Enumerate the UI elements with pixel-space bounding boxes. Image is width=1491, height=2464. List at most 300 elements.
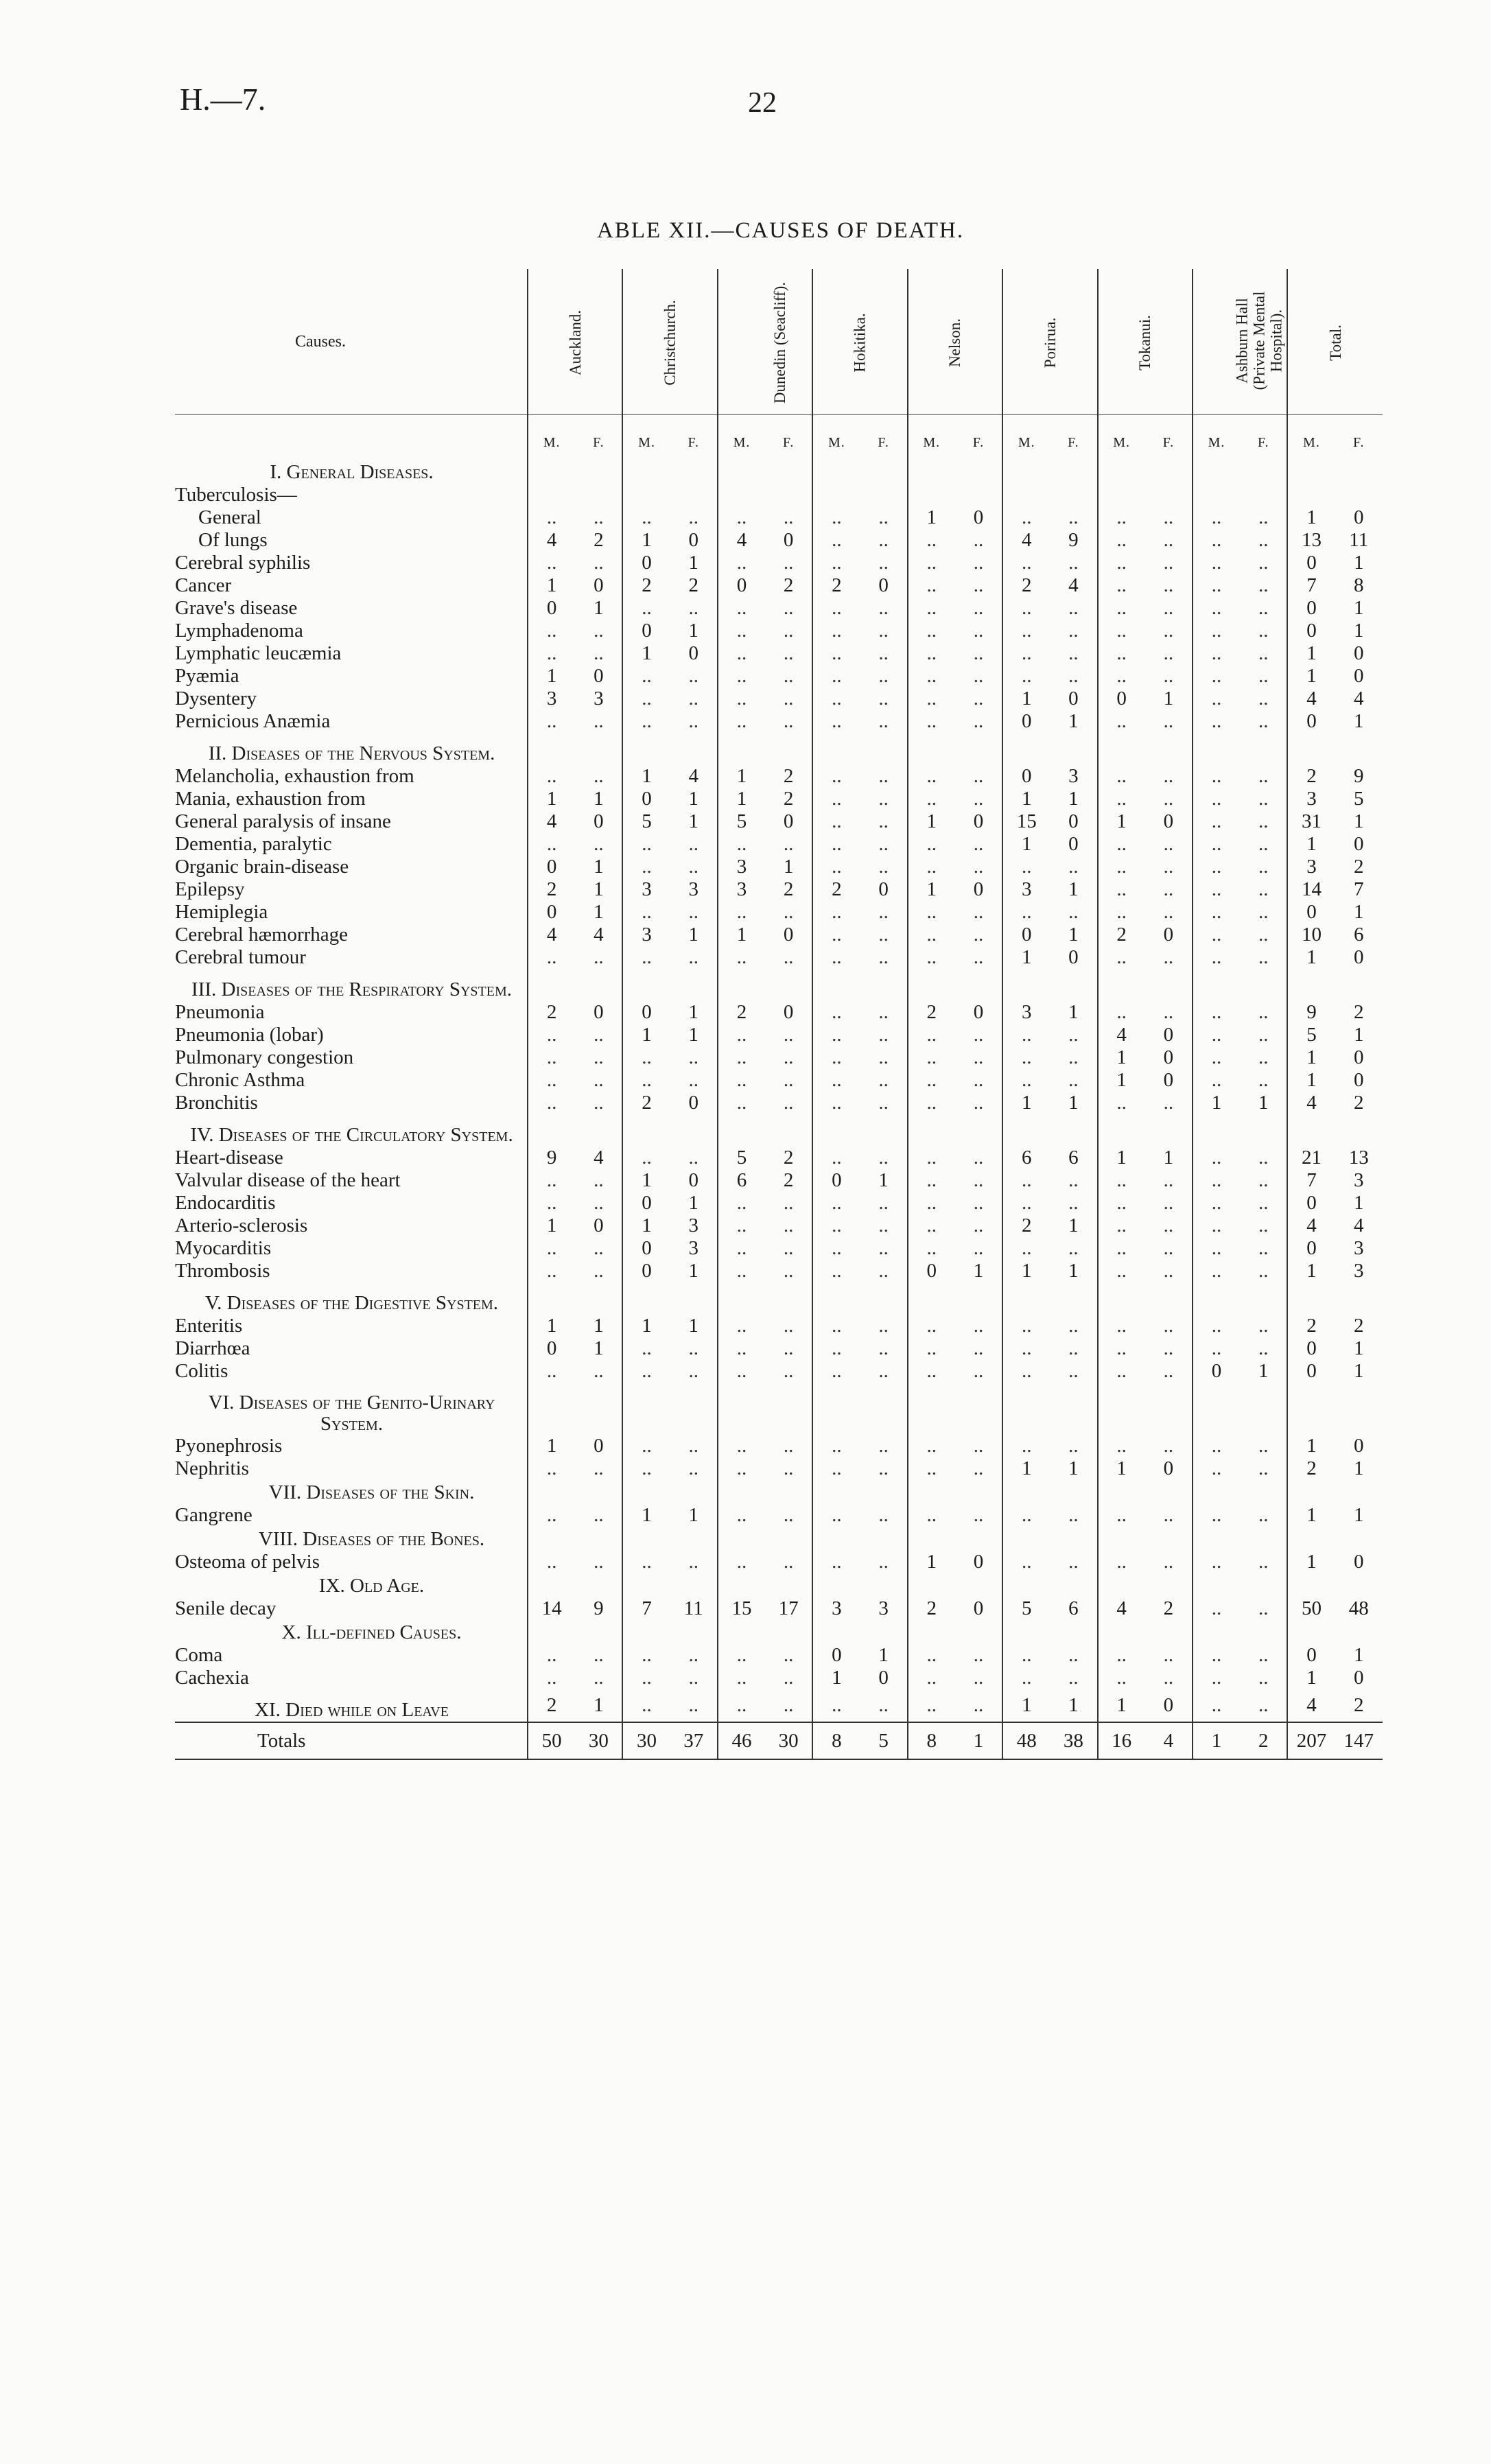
cause-label: Mania, exhaustion from xyxy=(175,788,528,810)
cell-value: .. xyxy=(688,1457,698,1479)
cell-value: 1 xyxy=(688,1024,698,1046)
cell-value: 1 xyxy=(1287,946,1335,969)
cell-value: 0 xyxy=(622,788,670,810)
cell-value: 0 xyxy=(1354,1046,1364,1068)
cell-value: .. xyxy=(1002,1237,1050,1260)
cell-value: 1 xyxy=(622,1024,670,1046)
cell-value: .. xyxy=(1193,529,1240,552)
cell-value: 1 xyxy=(1287,833,1335,856)
cell-value: .. xyxy=(594,1360,604,1382)
cell-value: .. xyxy=(973,946,984,968)
cell-value: 7 xyxy=(622,1597,670,1620)
cell-value: 7 xyxy=(1354,878,1364,900)
cell-value: 1 xyxy=(1287,1667,1335,1689)
cell-value: .. xyxy=(1002,1069,1050,1092)
cell-value: .. xyxy=(1098,1315,1145,1337)
cell-value: 1 xyxy=(1287,1260,1335,1282)
cause-label: Diarrhœa xyxy=(175,1337,528,1360)
cell-value: .. xyxy=(1068,901,1079,923)
cell-value: .. xyxy=(878,1092,889,1114)
cell-value: .. xyxy=(622,1457,670,1480)
cell-value: .. xyxy=(594,765,604,787)
cell-value: .. xyxy=(1258,1667,1269,1689)
cause-label: Epilepsy xyxy=(175,878,528,901)
cell-value: .. xyxy=(1002,620,1050,642)
cell-value: 0 xyxy=(1163,1069,1174,1091)
cell-value: .. xyxy=(1098,620,1145,642)
cell-value: 0 xyxy=(1068,810,1079,832)
cell-value: .. xyxy=(878,529,889,551)
cell-value: .. xyxy=(594,506,604,528)
cell-value: .. xyxy=(783,1337,794,1359)
cell-value: .. xyxy=(622,1689,670,1722)
cell-value: .. xyxy=(1002,856,1050,878)
cell-value: .. xyxy=(783,1092,794,1114)
cell-value: .. xyxy=(783,552,794,574)
cell-value: 9 xyxy=(594,1597,604,1619)
cell-value: .. xyxy=(812,1192,860,1215)
cell-value: .. xyxy=(1258,506,1269,528)
cell-value: 1 xyxy=(1098,1046,1145,1069)
cell-value: .. xyxy=(528,506,575,529)
cell-value: .. xyxy=(1068,1551,1079,1573)
cause-label: Pneumonia xyxy=(175,1001,528,1024)
cell-value: 0 xyxy=(1354,1667,1364,1689)
cell-value: .. xyxy=(594,710,604,732)
cell-value: .. xyxy=(812,1260,860,1282)
cell-value: .. xyxy=(1258,1457,1269,1479)
cell-value: 1 xyxy=(955,1722,1002,1759)
cell-value: .. xyxy=(783,833,794,855)
header-christchurch: Christchurch. xyxy=(622,269,717,415)
cell-value: .. xyxy=(718,1644,765,1667)
cell-value: .. xyxy=(1258,1597,1269,1619)
cell-value: .. xyxy=(812,788,860,810)
cell-value: 0 xyxy=(622,620,670,642)
cell-value: .. xyxy=(812,833,860,856)
cell-value: .. xyxy=(973,1694,984,1716)
table-row xyxy=(175,1644,1383,1667)
cell-value: 1 xyxy=(878,1169,889,1191)
table-row xyxy=(175,1457,1383,1480)
table-row xyxy=(175,924,1383,946)
cell-value: 4 xyxy=(718,529,765,552)
cell-value: 5 xyxy=(1354,788,1364,810)
cell-value: .. xyxy=(908,1435,955,1457)
section-heading-row xyxy=(175,1573,1383,1597)
cell-value: .. xyxy=(622,1644,670,1667)
cell-value: .. xyxy=(1163,878,1174,900)
cell-value: 0 xyxy=(622,552,670,574)
table-row xyxy=(175,665,1383,688)
cell-value: .. xyxy=(1193,597,1240,620)
cell-value: .. xyxy=(688,1694,698,1716)
cell-value: 2 xyxy=(1002,1215,1050,1237)
cell-value: .. xyxy=(594,1551,604,1573)
cell-value: 1 xyxy=(1287,1046,1335,1069)
cell-value: .. xyxy=(718,597,765,620)
cell-value: 1 xyxy=(1068,1215,1079,1236)
cell-value: .. xyxy=(1098,574,1145,597)
cell-value: .. xyxy=(1258,1260,1269,1282)
cell-value: .. xyxy=(878,1435,889,1457)
cell-value: .. xyxy=(908,1069,955,1092)
cell-value: 1 xyxy=(1354,1644,1364,1666)
cell-value: .. xyxy=(1098,833,1145,856)
header-hokitika: Hokitika. xyxy=(812,269,907,415)
table-row xyxy=(175,810,1383,833)
cause-label: Lymphatic leucæmia xyxy=(175,642,528,665)
cell-value: 2 xyxy=(1287,1315,1335,1337)
cell-value: .. xyxy=(1193,1237,1240,1260)
cause-label: Pyonephrosis xyxy=(175,1435,528,1457)
cell-value: 1 xyxy=(1098,1069,1145,1092)
cell-value: 0 xyxy=(1287,1237,1335,1260)
cell-value: .. xyxy=(1002,1551,1050,1573)
table-row xyxy=(175,1001,1383,1024)
cell-value: 3 xyxy=(812,1597,860,1620)
cell-value: 0 xyxy=(1002,924,1050,946)
section-heading: IV. Diseases of the Circulatory System. xyxy=(190,1124,513,1146)
cell-value: 0 xyxy=(878,574,889,596)
cell-value: 38 xyxy=(1050,1722,1097,1759)
cell-value: .. xyxy=(1258,1192,1269,1214)
cell-value: .. xyxy=(973,1069,984,1091)
cell-value: .. xyxy=(1002,665,1050,688)
cause-label: Nephritis xyxy=(175,1457,528,1480)
section-heading-row xyxy=(175,1383,1383,1435)
cell-value: 8 xyxy=(1354,574,1364,596)
cell-value: .. xyxy=(1258,788,1269,810)
cell-value: .. xyxy=(1068,1192,1079,1214)
cell-value: .. xyxy=(594,1457,604,1479)
cell-value: .. xyxy=(594,1237,604,1259)
cell-value: 48 xyxy=(1348,1597,1369,1619)
cell-value: .. xyxy=(1193,1001,1240,1024)
cell-value: 4 xyxy=(1287,1215,1335,1237)
cell-value: .. xyxy=(908,1024,955,1046)
header-dunedin: Dunedin (Seacliff). xyxy=(718,269,812,415)
section-heading-row xyxy=(175,733,1383,765)
cell-value: .. xyxy=(1258,1169,1269,1191)
cell-value: 0 xyxy=(783,810,794,832)
cell-value: .. xyxy=(812,1689,860,1722)
cell-value: .. xyxy=(622,1667,670,1689)
cell-value: 1 xyxy=(1354,1337,1364,1359)
cell-value: 5 xyxy=(1287,1024,1335,1046)
cell-value: .. xyxy=(1258,1069,1269,1091)
cell-value: .. xyxy=(973,552,984,574)
cell-value: 1 xyxy=(878,1644,889,1666)
cell-value: .. xyxy=(812,1551,860,1573)
cell-value: .. xyxy=(878,552,889,574)
table-row xyxy=(175,833,1383,856)
cell-value: 1 xyxy=(1163,688,1174,709)
cell-value: 14 xyxy=(528,1597,575,1620)
cell-value: .. xyxy=(973,1315,984,1337)
header-auckland: Auckland. xyxy=(528,269,622,415)
cell-value: .. xyxy=(812,642,860,665)
cell-value: .. xyxy=(1193,1644,1240,1667)
cell-value: 30 xyxy=(575,1722,622,1759)
cell-value: .. xyxy=(878,901,889,923)
cell-value: 1 xyxy=(1068,1457,1079,1479)
cell-value: 0 xyxy=(878,1667,889,1689)
cell-value: 0 xyxy=(594,1435,604,1457)
cell-value: .. xyxy=(718,1337,765,1360)
cell-value: .. xyxy=(1258,688,1269,709)
cell-value: .. xyxy=(812,1046,860,1069)
cell-value: 0 xyxy=(622,1237,670,1260)
cell-value: .. xyxy=(1163,1169,1174,1191)
cell-value: .. xyxy=(812,620,860,642)
table-row xyxy=(175,1169,1383,1192)
cell-value: .. xyxy=(1163,574,1174,596)
cell-value: .. xyxy=(973,1644,984,1666)
cell-value: .. xyxy=(1193,765,1240,788)
table-row xyxy=(175,710,1383,733)
cell-value: 1 xyxy=(1068,1001,1079,1023)
cell-value: 0 xyxy=(1287,1644,1335,1667)
cell-value: 6 xyxy=(718,1169,765,1192)
cell-value: .. xyxy=(1258,665,1269,687)
cause-label: Osteoma of pelvis xyxy=(175,1551,528,1573)
cell-value: 2 xyxy=(783,788,794,810)
cell-value: 2 xyxy=(783,878,794,900)
table-row xyxy=(175,506,1383,529)
cell-value: .. xyxy=(812,901,860,924)
cell-value: .. xyxy=(812,688,860,710)
cell-value: 0 xyxy=(1287,710,1335,733)
cell-value: .. xyxy=(528,1260,575,1282)
cell-value: .. xyxy=(1193,1147,1240,1169)
cell-value: .. xyxy=(973,1337,984,1359)
cell-value: 1 xyxy=(1287,1435,1335,1457)
cell-value: 1 xyxy=(1068,1260,1079,1282)
cell-value: .. xyxy=(812,529,860,552)
cell-value: 1 xyxy=(594,1694,604,1716)
cell-value: .. xyxy=(1068,856,1079,878)
table-row xyxy=(175,901,1383,924)
cell-value: 1 xyxy=(1258,1092,1269,1114)
causes-of-death-table xyxy=(175,269,1383,1760)
cell-value: .. xyxy=(1163,552,1174,574)
cell-value: .. xyxy=(1098,1260,1145,1282)
cell-value: .. xyxy=(812,856,860,878)
cell-value: 0 xyxy=(528,856,575,878)
cell-value: .. xyxy=(718,620,765,642)
table-row xyxy=(175,1092,1383,1114)
cell-value: 0 xyxy=(1354,1069,1364,1091)
cell-value: .. xyxy=(1258,946,1269,968)
cell-value: .. xyxy=(908,1644,955,1667)
cell-value: .. xyxy=(718,901,765,924)
cell-value: 1 xyxy=(594,856,604,878)
cell-value: 4 xyxy=(1068,574,1079,596)
cause-label: Endocarditis xyxy=(175,1192,528,1215)
table-row xyxy=(175,946,1383,969)
cell-value: .. xyxy=(973,924,984,946)
table-row xyxy=(175,1315,1383,1337)
cell-value: 0 xyxy=(1354,665,1364,687)
cell-value: .. xyxy=(718,1315,765,1337)
section-heading-row xyxy=(175,969,1383,1001)
cause-label: Grave's disease xyxy=(175,597,528,620)
cell-value: 8 xyxy=(812,1722,860,1759)
cell-value: 0 xyxy=(1354,642,1364,664)
cell-value: 9 xyxy=(1287,1001,1335,1024)
cell-value: .. xyxy=(1258,1315,1269,1337)
cell-value: .. xyxy=(622,506,670,529)
cell-value: 0 xyxy=(718,574,765,597)
cell-value: .. xyxy=(908,856,955,878)
cell-value: 0 xyxy=(688,642,698,664)
cell-value: .. xyxy=(528,765,575,788)
cell-value: 16 xyxy=(1098,1722,1145,1759)
cell-value: 2 xyxy=(1354,856,1364,878)
cell-value: .. xyxy=(1163,1192,1174,1214)
cause-label: Myocarditis xyxy=(175,1237,528,1260)
cell-value: 4 xyxy=(1287,688,1335,710)
cell-value: .. xyxy=(594,1260,604,1282)
cell-value: .. xyxy=(908,1457,955,1480)
cell-value: 1 xyxy=(1287,506,1335,529)
cause-label: Melancholia, exhaustion from xyxy=(175,765,528,788)
cell-value: 1 xyxy=(1002,1457,1050,1480)
cell-value: 0 xyxy=(973,506,984,528)
cell-value: .. xyxy=(1193,665,1240,688)
cell-value: .. xyxy=(973,620,984,642)
cell-value: .. xyxy=(1258,710,1269,732)
cell-value: .. xyxy=(528,833,575,856)
cell-value: .. xyxy=(1258,810,1269,832)
cell-value: .. xyxy=(908,946,955,969)
cell-value: .. xyxy=(812,1001,860,1024)
cause-label: Valvular disease of the heart xyxy=(175,1169,528,1192)
cell-value: 1 xyxy=(1068,878,1079,900)
cell-value: .. xyxy=(1193,946,1240,969)
table-row xyxy=(175,1504,1383,1527)
cell-value: .. xyxy=(973,1435,984,1457)
cell-value: 15 xyxy=(718,1597,765,1620)
cell-value: 4 xyxy=(594,1147,604,1169)
cell-value: 37 xyxy=(670,1722,718,1759)
cell-value: 1 xyxy=(594,1337,604,1359)
section-heading: V. Diseases of the Digestive System. xyxy=(204,1292,499,1314)
cell-value: .. xyxy=(718,1435,765,1457)
cell-value: 3 xyxy=(1354,1169,1364,1191)
cause-label: Cancer xyxy=(175,574,528,597)
cell-value: .. xyxy=(1258,924,1269,946)
cell-value: .. xyxy=(622,1069,670,1092)
cell-value: .. xyxy=(1068,1315,1079,1337)
cell-value: .. xyxy=(812,710,860,733)
cell-value: .. xyxy=(878,810,889,832)
table-row xyxy=(175,1597,1383,1620)
cell-value: 3 xyxy=(1068,765,1079,787)
section-heading: XI. Died while on Leave xyxy=(255,1699,449,1721)
cell-value: 1 xyxy=(1002,788,1050,810)
cell-value: 9 xyxy=(1068,529,1079,551)
cell-value: .. xyxy=(1002,552,1050,574)
table-title: ABLE XII.—CAUSES OF DEATH. xyxy=(597,218,965,243)
cell-value: 0 xyxy=(1068,688,1079,709)
cell-value: .. xyxy=(1193,901,1240,924)
cell-value: .. xyxy=(973,856,984,878)
cell-value: .. xyxy=(528,1024,575,1046)
cell-value: 0 xyxy=(1354,833,1364,855)
cell-value: .. xyxy=(1098,642,1145,665)
cell-value: .. xyxy=(1068,1504,1079,1526)
cell-value: .. xyxy=(1068,1360,1079,1382)
cell-value: .. xyxy=(878,856,889,878)
cell-value: .. xyxy=(718,665,765,688)
cell-value: .. xyxy=(1068,506,1079,528)
cell-value: 1 xyxy=(1354,1360,1364,1382)
cell-value: 30 xyxy=(622,1722,670,1759)
cell-value: .. xyxy=(528,1360,575,1383)
cell-value: .. xyxy=(1163,833,1174,855)
cell-value: 3 xyxy=(622,924,670,946)
cell-value: .. xyxy=(594,1069,604,1091)
cell-value: .. xyxy=(1002,1504,1050,1527)
cell-value: .. xyxy=(908,765,955,788)
table-row xyxy=(175,620,1383,642)
cell-value: 1 xyxy=(1068,788,1079,810)
cell-value: 0 xyxy=(1002,710,1050,733)
cell-value: .. xyxy=(1002,597,1050,620)
cell-value: .. xyxy=(1163,1551,1174,1573)
cell-value: .. xyxy=(1193,856,1240,878)
table-row xyxy=(175,1337,1383,1360)
cell-value: .. xyxy=(1098,901,1145,924)
column-header-row xyxy=(175,269,1383,415)
cell-value: 6 xyxy=(1068,1147,1079,1169)
cell-value: .. xyxy=(973,1215,984,1236)
cell-value: .. xyxy=(622,1337,670,1360)
cell-value: .. xyxy=(718,1360,765,1383)
cell-value: .. xyxy=(1258,901,1269,923)
cell-value: 1 xyxy=(528,665,575,688)
cell-value: 1 xyxy=(1287,1551,1335,1573)
cell-value: .. xyxy=(1193,1689,1240,1722)
cell-value: 2 xyxy=(812,878,860,901)
cell-value: .. xyxy=(594,552,604,574)
cell-value: .. xyxy=(1002,1644,1050,1667)
cell-value: 4 xyxy=(1002,529,1050,552)
cell-value: .. xyxy=(1163,620,1174,642)
cell-value: .. xyxy=(1258,878,1269,900)
cell-value: 1 xyxy=(1002,1260,1050,1282)
cause-label: Dementia, paralytic xyxy=(175,833,528,856)
cell-value: .. xyxy=(718,1092,765,1114)
cell-value: .. xyxy=(1258,1337,1269,1359)
table-row xyxy=(175,1192,1383,1215)
cell-value: 15 xyxy=(1002,810,1050,833)
cell-value: .. xyxy=(973,665,984,687)
cell-value: .. xyxy=(812,810,860,833)
table-row xyxy=(175,529,1383,552)
cell-value: 3 xyxy=(1002,1001,1050,1024)
cause-label: Bronchitis xyxy=(175,1092,528,1114)
cell-value: 1 xyxy=(1287,665,1335,688)
cell-value: 1 xyxy=(1098,1147,1145,1169)
cell-value: 1 xyxy=(688,1001,698,1023)
cell-value: .. xyxy=(878,1337,889,1359)
table-row xyxy=(175,688,1383,710)
cell-value: .. xyxy=(528,1504,575,1527)
cell-value: .. xyxy=(878,1260,889,1282)
